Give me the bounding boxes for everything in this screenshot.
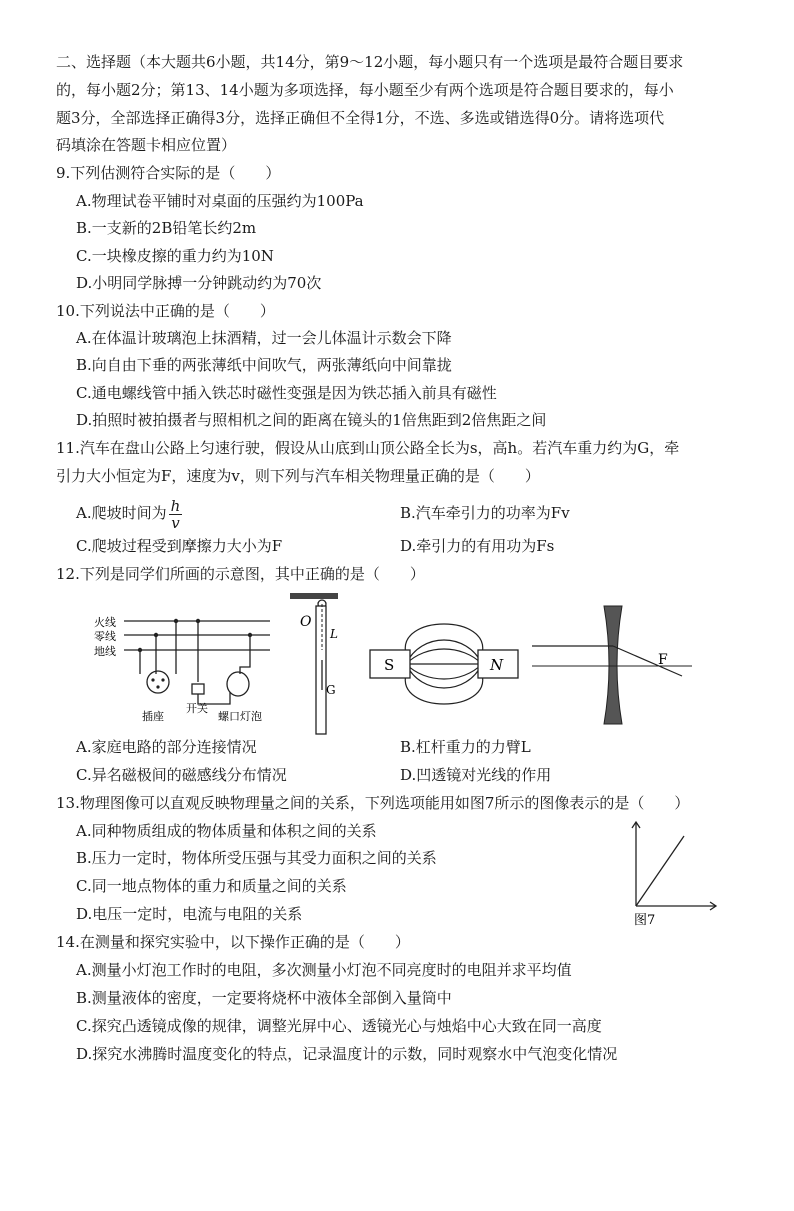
question-9-option-d: D.小明同学脉搏一分钟跳动约为70次 <box>76 274 322 292</box>
time-fraction <box>169 498 183 531</box>
question-11-option-b: B.汽车牵引力的功率为Fv <box>400 504 570 522</box>
question-14-option-c: C.探究凸透镜成像的规律，调整光屏中心、透镜光心与烛焰中心大致在同一高度 <box>76 1017 602 1035</box>
figure-7-caption: 图7 <box>634 913 656 928</box>
question-12-option-a: A.家庭电路的部分连接情况 <box>76 738 257 756</box>
question-10-option-c: C.通电螺线管中插入铁芯时磁性变强是因为铁芯插入前具有磁性 <box>76 384 497 402</box>
question-14-option-b: B.测量液体的密度，一定要将烧杯中液体全部倒入量筒中 <box>76 989 452 1007</box>
question-14-stem: 14.在测量和探究实验中，以下操作正确的是（ ） <box>56 933 410 951</box>
pivot-label: O <box>300 614 312 630</box>
lever-rod <box>316 606 326 734</box>
question-10-option-b: B.向自由下垂的两张薄纸中间吹气，两张薄纸向中间靠拢 <box>76 356 452 374</box>
question-11-option-a <box>76 496 182 531</box>
question-12-stem: 12.下列是同学们所画的示意图，其中正确的是（ ） <box>56 565 425 583</box>
question-14-option-a: A.测量小灯泡工作时的电阻，多次测量小灯泡不同亮度时的电阻并求平均值 <box>76 961 572 979</box>
question-9-option-b: B.一支新的2B铅笔长约2m <box>76 219 257 237</box>
bulb-icon <box>227 672 249 696</box>
section-header-line-2: 的，每小题2分；第13、14小题为多项选择，每小题至少有两个选项是符合题目要求的，每小 <box>56 81 674 99</box>
figure-7-graph <box>626 818 722 928</box>
question-12-option-c: C.异名磁极间的磁感线分布情况 <box>76 766 287 784</box>
magnetic-field-figure <box>366 604 522 724</box>
question-12-option-b: B.杠杆重力的力臂L <box>400 738 531 756</box>
field-line <box>406 664 482 688</box>
bulb-label: 螺口灯泡 <box>218 710 262 723</box>
field-line <box>406 640 482 664</box>
arm-label: L <box>330 627 338 641</box>
focus-label: F <box>658 652 668 668</box>
section-header-line-4: 码填涂在答题卡相应位置） <box>56 136 237 154</box>
socket-label: 插座 <box>142 710 164 723</box>
question-13-option-b: B.压力一定时，物体所受压强与其受力面积之间的关系 <box>76 849 437 867</box>
live-wire-label: 火线 <box>94 616 116 629</box>
question-11-option-c: C.爬坡过程受到摩擦力大小为F <box>76 537 283 555</box>
switch-label: 开关 <box>186 702 208 715</box>
concave-lens-icon <box>604 606 622 724</box>
refracted-ray <box>613 646 682 676</box>
question-9-stem: 9.下列估测符合实际的是（ ） <box>56 164 281 182</box>
proportional-line <box>636 836 684 906</box>
fraction-numerator: h <box>170 496 181 515</box>
question-9-option-c: C.一块橡皮擦的重力约为10N <box>76 247 274 265</box>
gravity-label: G <box>326 683 336 697</box>
question-9-option-a: A.物理试卷平铺时对桌面的压强约为100Pa <box>76 192 364 210</box>
question-11-option-d: D.牵引力的有用功为Fs <box>400 537 555 555</box>
question-13-option-d: D.电压一定时，电流与电阻的关系 <box>76 905 303 923</box>
question-11-option-a-prefix: A.爬坡时间为 <box>76 504 167 522</box>
section-header-line-3: 题3分，全部选择正确得3分，选择正确但不全得1分，不选、多选或错选得0分。请将选项代 <box>56 109 665 127</box>
question-10-option-d: D.拍照时被拍摄者与照相机之间的距离在镜头的1倍焦距到2倍焦距之间 <box>76 411 547 429</box>
field-line <box>406 664 482 679</box>
concave-lens-figure <box>532 604 692 726</box>
question-13-stem: 13.物理图像可以直观反映物理量之间的关系，下列选项能用如图7所示的图像表示的是（ ） <box>56 794 690 812</box>
south-pole-label: S <box>384 656 395 674</box>
household-circuit-figure <box>80 612 280 728</box>
switch-icon <box>192 684 204 694</box>
fraction-denominator: v <box>171 513 180 532</box>
north-pole-label: N <box>490 656 504 674</box>
socket-icon <box>147 671 169 693</box>
question-10-option-a: A.在体温计玻璃泡上抹酒精，过一会儿体温计示数会下降 <box>76 329 452 347</box>
lever-figure <box>284 590 344 736</box>
ceiling-support <box>290 593 338 599</box>
neutral-wire-label: 零线 <box>94 630 116 643</box>
question-12-option-d: D.凹透镜对光线的作用 <box>400 766 552 784</box>
bulb-neutral-lead <box>240 635 250 674</box>
section-header-line-1: 二、选择题（本大题共6小题，共14分，第9～12小题，每小题只有一个选项是最符合题目要求 <box>56 53 684 71</box>
question-13-option-a: A.同种物质组成的物体质量和体积之间的关系 <box>76 822 377 840</box>
question-11-stem-line-2: 引力大小恒定为F，速度为v，则下列与汽车相关物理量正确的是（ ） <box>56 467 540 485</box>
question-14-option-d: D.探究水沸腾时温度变化的特点，记录温度计的示数，同时观察水中气泡变化情况 <box>76 1045 618 1063</box>
question-11-stem-line-1: 11.汽车在盘山公路上匀速行驶，假设从山底到山顶公路全长为s，高h。若汽车重力约为G，牵 <box>56 439 680 457</box>
question-10-stem: 10.下列说法中正确的是（ ） <box>56 302 275 320</box>
field-line <box>406 649 482 664</box>
ground-wire-label: 地线 <box>94 645 116 658</box>
question-13-option-c: C.同一地点物体的重力和质量之间的关系 <box>76 877 347 895</box>
